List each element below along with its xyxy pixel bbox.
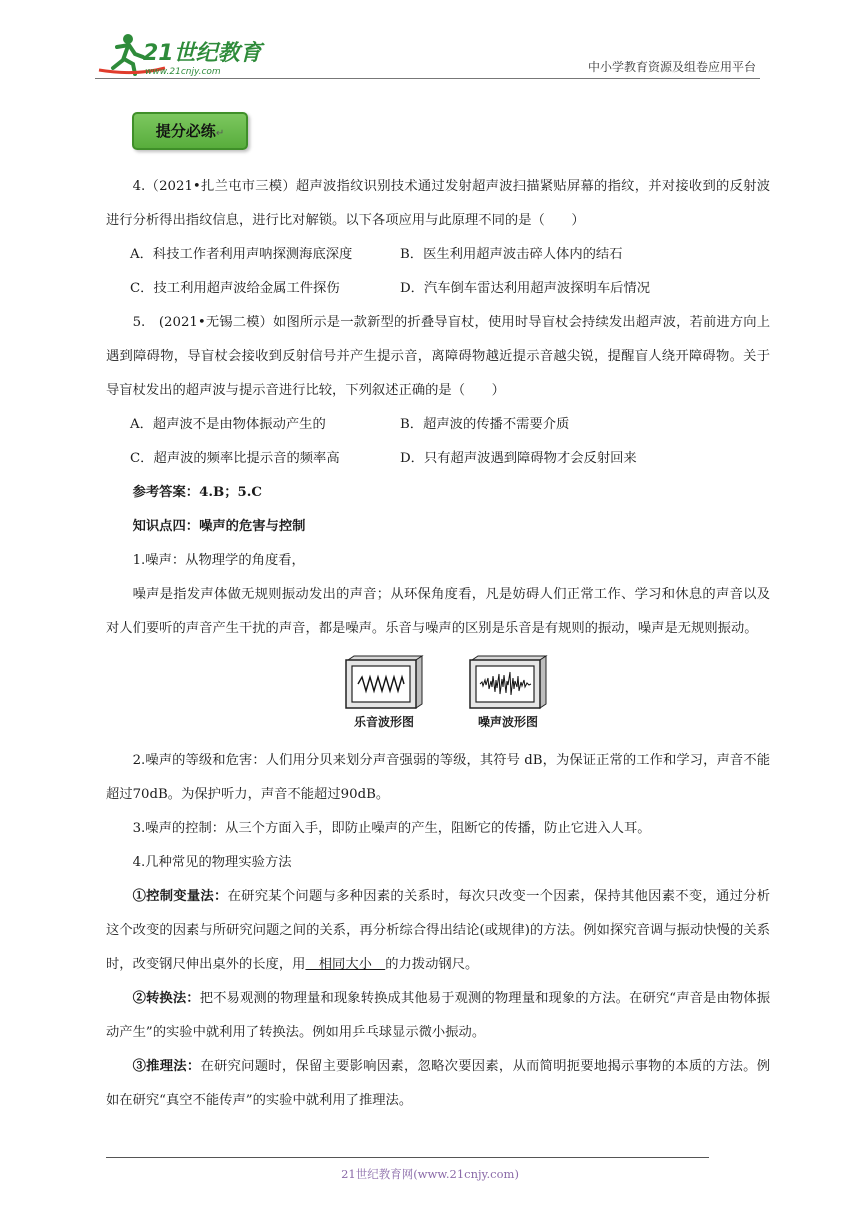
music-waveform-image xyxy=(344,654,424,710)
section-title: 知识点四：噪声的危害与控制 xyxy=(132,519,306,534)
method-3-title: ③推理法： xyxy=(132,1059,201,1074)
badge-label: 提分必练 xyxy=(155,122,216,140)
page-header xyxy=(95,30,760,80)
logo-url: www.21cnjy.com xyxy=(145,67,221,77)
question-4-options-row-1 xyxy=(106,238,770,272)
noise-definition: 噪声是指发声体做无规则振动发出的声音；从环保角度看，凡是妨碍人们正常工作、学习和休息的声音以及对人们要听的声音产生干扰的声音，都是噪声。乐音与噪声的区别是乐音是有规则的振动，噪声是无规则振动。 xyxy=(106,587,770,636)
noise-control: 3.噪声的控制：从三个方面入手，即防止噪声的产生，阻断它的传播，防止它进入人耳。 xyxy=(132,821,651,836)
method-2-title: ②转换法： xyxy=(132,991,200,1006)
waveform-figures xyxy=(106,654,770,738)
q5-option-c: C．超声波的频率比提示音的频率高 xyxy=(130,451,340,466)
noise-waveform-figure xyxy=(468,654,548,730)
noise-levels: 2.噪声的等级和危害：人们用分贝来划分声音强弱的等级，其符号 dB，为保证正常的工作和学习，声音不能超过70dB。为保护听力，声音不能超过90dB。 xyxy=(106,753,770,802)
section-badge xyxy=(132,112,248,150)
question-5-options-row-2 xyxy=(106,442,770,476)
q4-option-c: C．技工利用超声波给金属工件探伤 xyxy=(130,281,340,296)
page-content xyxy=(106,170,770,1118)
question-4-stem: 4.（2021•扎兰屯市三模）超声波指纹识别技术通过发射超声波扫描紧贴屏幕的指纹，并对接收到的反射波进行分析得出指纹信息，进行比对解锁。以下各项应用与此原理不同的是（ ） xyxy=(106,179,770,228)
site-logo xyxy=(95,30,265,78)
platform-name: 中小学教育资源及组卷应用平台 xyxy=(587,60,756,74)
method-3-text: 在研究问题时，保留主要影响因素，忽略次要因素，从而简明扼要地揭示事物的本质的方法。例如在研究“真空不能传声”的实验中就利用了推理法。 xyxy=(106,1059,771,1108)
q5-option-d: D．只有超声波遇到障碍物才会反射回来 xyxy=(400,451,637,466)
music-waveform-caption: 乐音波形图 xyxy=(353,715,414,729)
noise-definition-intro: 1.噪声：从物理学的角度看， xyxy=(132,553,305,568)
return-mark: ↵ xyxy=(215,128,225,139)
method-2-text: 把不易观测的物理量和现象转换成其他易于观测的物理量和现象的方法。在研究“声音是由物体振动产生”的实验中就利用了转换法。例如用乒乓球显示微小振动。 xyxy=(106,991,771,1040)
music-waveform-figure xyxy=(344,654,424,730)
q5-option-a: A．超声波不是由物体振动产生的 xyxy=(130,417,326,432)
method-1-blank-answer: 相同大小 xyxy=(305,957,386,972)
answer-key: 参考答案：4.B；5.C xyxy=(132,485,262,500)
q5-option-b: B．超声波的传播不需要介质 xyxy=(400,417,570,432)
logo-text: 21世纪教育 xyxy=(143,41,262,66)
question-4-options-row-2 xyxy=(106,272,770,306)
q4-option-d: D．汽车倒车雷达利用超声波探明车后情况 xyxy=(400,281,651,296)
method-1-title: ①控制变量法： xyxy=(132,889,228,904)
noise-waveform-caption: 噪声波形图 xyxy=(477,715,538,729)
noise-waveform-image xyxy=(468,654,548,710)
question-5-stem: 5. (2021•无锡二模）如图所示是一款新型的折叠导盲杖，使用时导盲杖会持续发出超声波，若前进方向上遇到障碍物，导盲杖会接收到反射信号并产生提示音，离障碍物越近提示音越尖锐，提醒盲人绕开障碍物。关于导盲杖发出的超声波与提示音进行比较，下列叙述正确的是（ ） xyxy=(106,315,770,398)
question-5-options-row-1 xyxy=(106,408,770,442)
method-1-text-b: 的力拨动钢尺。 xyxy=(385,957,479,972)
method-conversion xyxy=(106,982,770,1050)
page-footer: 21世纪教育网(www.21cnjy.com) xyxy=(341,1167,519,1181)
method-control-variables xyxy=(106,880,770,982)
method-1-text-a: 在研究某个问题与多种因素的关系时，每次只改变一个因素，保持其他因素不变，通过分析这个改变的因素与所研究问题之间的关系，再分析综合得出结论(或规律)的方法。例如探究音调与振动快慢的关系时，改变钢尺伸出桌外的长度，用 xyxy=(106,889,771,972)
methods-heading: 4.几种常见的物理实验方法 xyxy=(132,855,292,870)
footer-divider xyxy=(106,1157,709,1158)
header-divider xyxy=(95,78,760,79)
q4-option-b: B．医生利用超声波击碎人体内的结石 xyxy=(400,247,623,262)
method-inference xyxy=(106,1050,770,1118)
q4-option-a: A．科技工作者利用声呐探测海底深度 xyxy=(130,247,353,262)
